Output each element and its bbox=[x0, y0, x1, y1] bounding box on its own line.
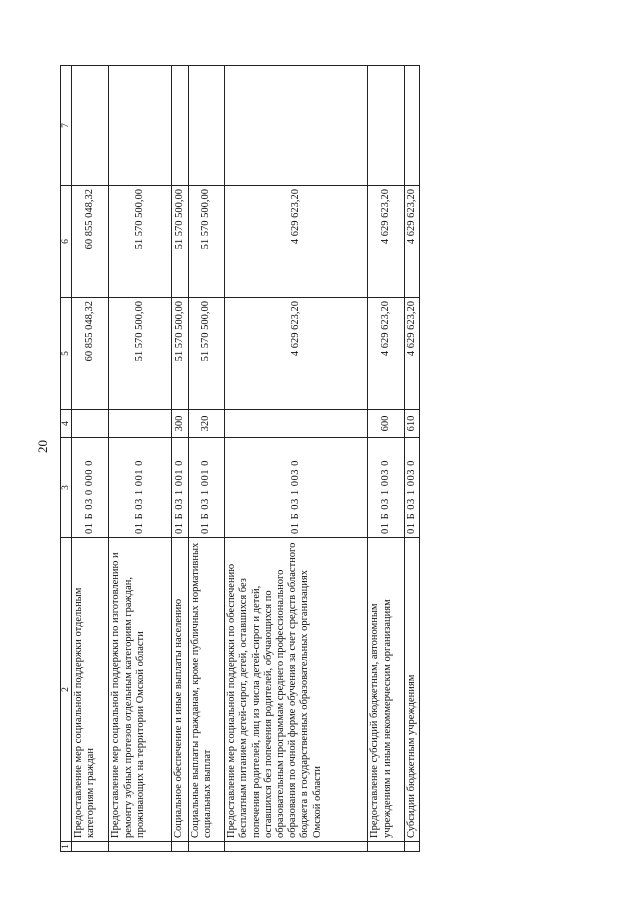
row-marker-cell bbox=[368, 842, 404, 852]
rotated-table-wrapper bbox=[60, 66, 420, 852]
header-row bbox=[61, 66, 72, 852]
table-row bbox=[188, 66, 224, 852]
row-sum-7 bbox=[171, 66, 188, 186]
row-marker-cell bbox=[404, 842, 419, 852]
row-sum-7 bbox=[404, 66, 419, 186]
row-code: 01 Б 03 1 001 0 bbox=[188, 438, 224, 538]
row-sum-6: 51 570 500,00 bbox=[188, 186, 224, 298]
row-sum-6: 4 629 623,20 bbox=[368, 186, 404, 298]
row-sum-7 bbox=[225, 66, 368, 186]
table-row bbox=[225, 66, 368, 852]
row-code: 01 Б 03 1 003 0 bbox=[225, 438, 368, 538]
row-kvr: 610 bbox=[404, 410, 419, 438]
row-sum-5: 51 570 500,00 bbox=[188, 298, 224, 410]
row-kvr bbox=[225, 410, 368, 438]
row-marker-cell bbox=[109, 842, 172, 852]
table-row bbox=[404, 66, 419, 852]
row-code: 01 Б 03 0 000 0 bbox=[72, 438, 109, 538]
col-header-1: 1 bbox=[61, 842, 72, 852]
row-code: 01 Б 03 1 003 0 bbox=[404, 438, 419, 538]
row-sum-6: 51 570 500,00 bbox=[109, 186, 172, 298]
row-marker-cell bbox=[171, 842, 188, 852]
col-header-4: 4 bbox=[61, 410, 72, 438]
table-row bbox=[109, 66, 172, 852]
row-name: Предоставление мер социальной поддержки по изготовлению и ремонту зубных протезов отдельным категориям граждан, проживающих на территории Омской области bbox=[109, 538, 172, 842]
row-name: Субсидии бюджетным учреждениям bbox=[404, 538, 419, 842]
row-sum-6: 4 629 623,20 bbox=[404, 186, 419, 298]
table-row bbox=[171, 66, 188, 852]
col-header-5: 5 bbox=[61, 298, 72, 410]
row-code: 01 Б 03 1 001 0 bbox=[109, 438, 172, 538]
row-kvr: 600 bbox=[368, 410, 404, 438]
col-header-3: 3 bbox=[61, 438, 72, 538]
row-sum-6: 51 570 500,00 bbox=[171, 186, 188, 298]
row-kvr: 320 bbox=[188, 410, 224, 438]
row-name: Предоставление мер социальной поддержки по обеспечению бесплатным питанием детей-сирот, детей, оставшихся без попечения родителей, лиц из числа детей-сирот и детей, оставшихся без попечения родителей, обучающихся по образовательным программам среднего профессионального образования по очной форме обучения за счет средств областного бюджета в государственных образовательных организациях Омской области bbox=[225, 538, 368, 842]
budget-table bbox=[60, 65, 420, 852]
row-sum-7 bbox=[72, 66, 109, 186]
page-number: 20 bbox=[35, 440, 50, 453]
row-sum-5: 4 629 623,20 bbox=[368, 298, 404, 410]
row-sum-5: 4 629 623,20 bbox=[225, 298, 368, 410]
col-header-7: 7 bbox=[61, 66, 72, 186]
row-sum-5: 51 570 500,00 bbox=[171, 298, 188, 410]
row-name: Предоставление субсидий бюджетным, автономным учреждениям и иным некоммерческим организациям bbox=[368, 538, 404, 842]
col-header-2: 2 bbox=[61, 538, 72, 842]
row-name: Социальное обеспечение и иные выплаты населению bbox=[171, 538, 188, 842]
row-sum-5: 60 855 048,32 bbox=[72, 298, 109, 410]
col-header-6: 6 bbox=[61, 186, 72, 298]
row-code: 01 Б 03 1 003 0 bbox=[368, 438, 404, 538]
row-sum-7 bbox=[109, 66, 172, 186]
row-sum-5: 4 629 623,20 bbox=[404, 298, 419, 410]
row-marker-cell bbox=[225, 842, 368, 852]
table-row bbox=[72, 66, 109, 852]
row-kvr: 300 bbox=[171, 410, 188, 438]
row-name: Предоставление мер социальной поддержки отдельным категориям граждан bbox=[72, 538, 109, 842]
row-code: 01 Б 03 1 001 0 bbox=[171, 438, 188, 538]
row-sum-6: 4 629 623,20 bbox=[225, 186, 368, 298]
row-sum-6: 60 855 048,32 bbox=[72, 186, 109, 298]
row-sum-5: 51 570 500,00 bbox=[109, 298, 172, 410]
row-marker-cell bbox=[72, 842, 109, 852]
row-sum-7 bbox=[368, 66, 404, 186]
row-marker-cell bbox=[188, 842, 224, 852]
table-row bbox=[368, 66, 404, 852]
row-kvr bbox=[109, 410, 172, 438]
row-name: Социальные выплаты гражданам, кроме публичных нормативных социальных выплат bbox=[188, 538, 224, 842]
row-kvr bbox=[72, 410, 109, 438]
row-sum-7 bbox=[188, 66, 224, 186]
